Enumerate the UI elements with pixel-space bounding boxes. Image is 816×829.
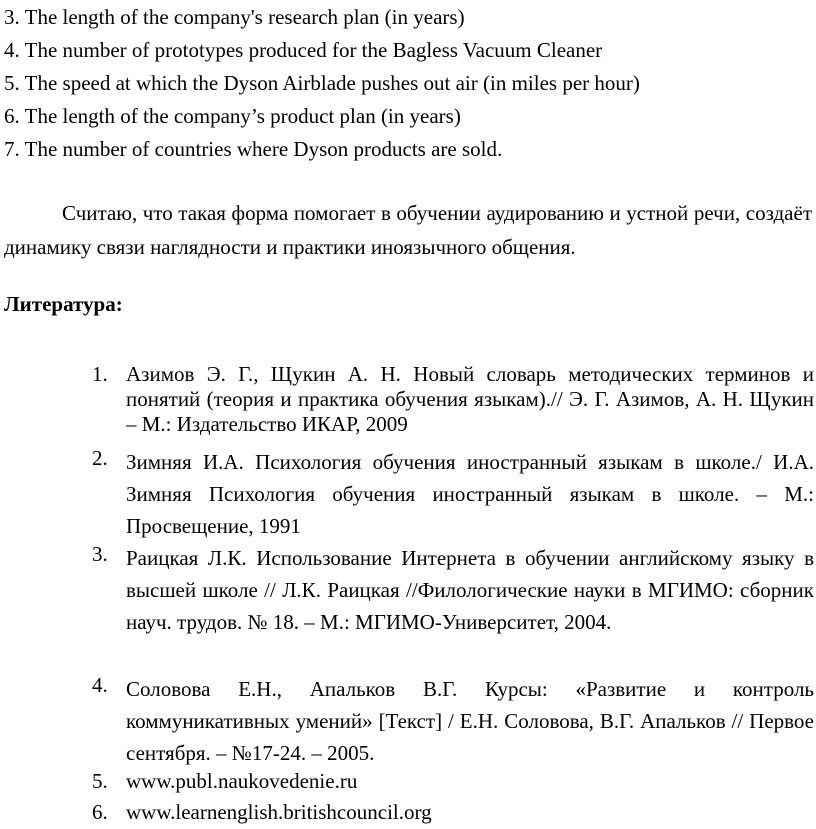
reference-link[interactable]: www.publ.naukovedenie.ru [126, 769, 358, 793]
conclusion-text: Считаю, что такая форма помогает в обучении аудированию и устной речи, создаёт динамику связи наглядности и практики иноязычного общения. [4, 201, 812, 259]
conclusion-paragraph [4, 196, 812, 264]
question-line-7: 7. The number of countries where Dyson products are sold. [4, 137, 503, 161]
reference-number: 5. [92, 769, 108, 793]
reference-text: Азимов Э. Г., Щукин А. Н. Новый словарь методических терминов и понятий (теория и практика обучения языкам).// Э. Г. Азимов, А. Н. Щукин – М.: Издательство ИКАР, 2009 [126, 362, 814, 436]
reference-number: 3. [92, 542, 108, 566]
question-line-6: 6. The length of the company’s product plan (in years) [4, 104, 461, 128]
reference-text: Зимняя И.А. Психология обучения иностранный языкам в школе./ И.А. Зимняя Психология обучения иностранный языкам в школе. – М.: Просвещение, 1991 [126, 450, 814, 538]
question-line-4: 4. The number of prototypes produced for the Bagless Vacuum Cleaner [4, 38, 603, 62]
reference-number: 2. [92, 446, 108, 470]
reference-number: 6. [92, 800, 108, 824]
reference-text: Раицкая Л.К. Использование Интернета в обучении английскому языку в высшей школе // Л.К. Раицкая //Филологические науки в МГИМО: сборник науч. трудов. № 18. – М.: МГИМО-Университет, 2004. [126, 546, 814, 634]
question-line-3: 3. The length of the company's research plan (in years) [4, 5, 465, 29]
reference-text: Соловова Е.Н., Апальков В.Г. Курсы: «Развитие и контроль коммуникативных умений» [Текст] / Е.Н. Соловова, В.Г. Апальков // Первое сентября. – №17-24. – 2005. [126, 677, 814, 765]
reference-number: 4. [92, 673, 108, 697]
reference-link[interactable]: www.learnenglish.britishcouncil.org [126, 800, 432, 824]
references-heading: Литература: [4, 292, 123, 316]
question-line-5: 5. The speed at which the Dyson Airblade pushes out air (in miles per hour) [4, 71, 640, 95]
reference-number: 1. [92, 362, 108, 386]
